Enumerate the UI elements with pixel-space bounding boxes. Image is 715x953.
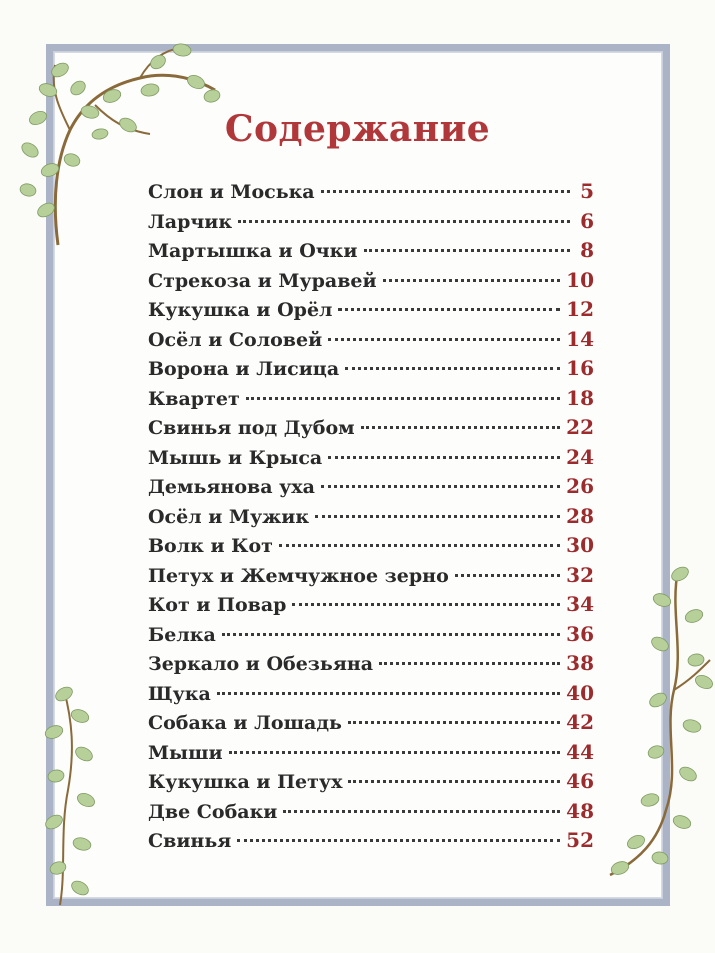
toc-entry-title: Свинья [148,830,232,852]
toc-entry-title: Собака и Лошадь [148,712,342,734]
toc-entry [148,561,594,591]
toc-entry [148,443,594,473]
toc-entry-title: Петух и Жемчужное зерно [148,564,449,587]
table-of-contents [148,177,594,856]
toc-dot-leader [321,485,560,488]
toc-dot-leader [315,515,560,518]
toc-entry [148,826,594,856]
toc-entry [148,236,594,266]
toc-dot-leader [246,397,560,400]
toc-entry-page-number: 22 [566,415,594,439]
toc-entry-title: Ларчик [148,210,233,233]
toc-dot-leader [292,603,560,606]
toc-entry-title: Слон и Моська [148,181,315,203]
toc-entry [148,472,594,502]
toc-entry-page-number: 12 [566,297,594,321]
toc-entry-page-number: 10 [566,267,594,292]
toc-entry-page-number: 34 [566,592,594,616]
toc-entry-page-number: 40 [566,680,594,705]
vine-decoration-bottom-left [20,680,110,910]
toc-entry-page-number: 48 [566,798,594,823]
toc-entry-page-number: 44 [566,739,594,764]
toc-entry [148,620,594,650]
vine-decoration-right [600,560,715,890]
toc-entry [148,590,594,620]
toc-entry-title: Волк и Кот [148,535,273,557]
toc-dot-leader [383,279,561,282]
toc-dot-leader [222,633,560,636]
toc-entry-title: Осёл и Мужик [148,505,310,528]
toc-entry-page-number: 16 [566,356,594,380]
toc-dot-leader [328,456,560,459]
toc-entry [148,797,594,827]
toc-entry [148,649,594,679]
toc-dot-leader [283,810,560,813]
toc-entry-page-number: 42 [566,710,594,734]
toc-entry [148,531,594,561]
toc-entry-page-number: 52 [566,828,594,852]
toc-entry-title: Кукушка и Орёл [148,299,333,321]
toc-entry-title: Мартышка и Очки [148,240,358,262]
toc-dot-leader [345,367,560,370]
toc-entry-title: Квартет [148,387,240,410]
toc-entry [148,354,594,384]
toc-entry-title: Кукушка и Петух [148,771,343,793]
toc-entry-title: Мышь и Крыса [148,446,323,469]
toc-entry [148,738,594,768]
toc-dot-leader [229,751,561,754]
toc-entry [148,295,594,325]
toc-entry-title: Мыши [148,741,223,764]
toc-entry-page-number: 38 [566,651,594,675]
toc-entry-title: Зеркало и Обезьяна [148,653,374,675]
toc-dot-leader [348,721,560,724]
toc-entry [148,708,594,738]
toc-dot-leader [321,190,570,193]
toc-entry [148,767,594,797]
toc-entry-page-number: 14 [566,326,594,351]
toc-entry [148,413,594,443]
toc-entry-page-number: 28 [566,503,594,528]
toc-entry-page-number: 6 [580,208,594,233]
toc-entry [148,502,594,532]
toc-entry-title: Свинья под Дубом [148,417,355,439]
toc-dot-leader [237,839,560,842]
toc-dot-leader [238,220,570,223]
toc-dot-leader [279,544,560,547]
toc-entry-title: Две Собаки [148,800,278,823]
toc-entry-title: Стрекоза и Муравей [148,269,377,292]
toc-entry-title: Осёл и Соловей [148,328,323,351]
toc-entry-title: Кот и Повар [148,594,287,616]
toc-dot-leader [455,574,560,577]
toc-entry [148,384,594,414]
toc-entry-page-number: 32 [566,562,594,587]
toc-entry-title: Демьянова уха [148,476,315,498]
toc-entry [148,266,594,296]
toc-entry-page-number: 36 [566,621,594,646]
toc-entry [148,679,594,709]
toc-entry-title: Щука [148,682,211,705]
toc-dot-leader [348,780,560,783]
toc-entry-title: Ворона и Лисица [148,358,340,380]
toc-entry-page-number: 26 [566,474,594,498]
toc-entry-page-number: 18 [566,385,594,410]
toc-entry [148,325,594,355]
toc-entry-page-number: 30 [566,533,594,557]
toc-dot-leader [338,308,560,311]
toc-dot-leader [379,662,560,665]
toc-entry-title: Белка [148,623,216,646]
toc-dot-leader [328,338,560,341]
toc-dot-leader [217,692,560,695]
toc-entry-page-number: 5 [580,179,594,203]
toc-dot-leader [361,426,561,429]
toc-entry-page-number: 24 [566,444,594,469]
toc-entry [148,177,594,207]
page-title: Содержание [224,108,491,150]
toc-entry-page-number: 8 [580,238,594,262]
toc-entry-page-number: 46 [566,769,594,793]
toc-dot-leader [364,249,571,252]
toc-entry [148,207,594,237]
